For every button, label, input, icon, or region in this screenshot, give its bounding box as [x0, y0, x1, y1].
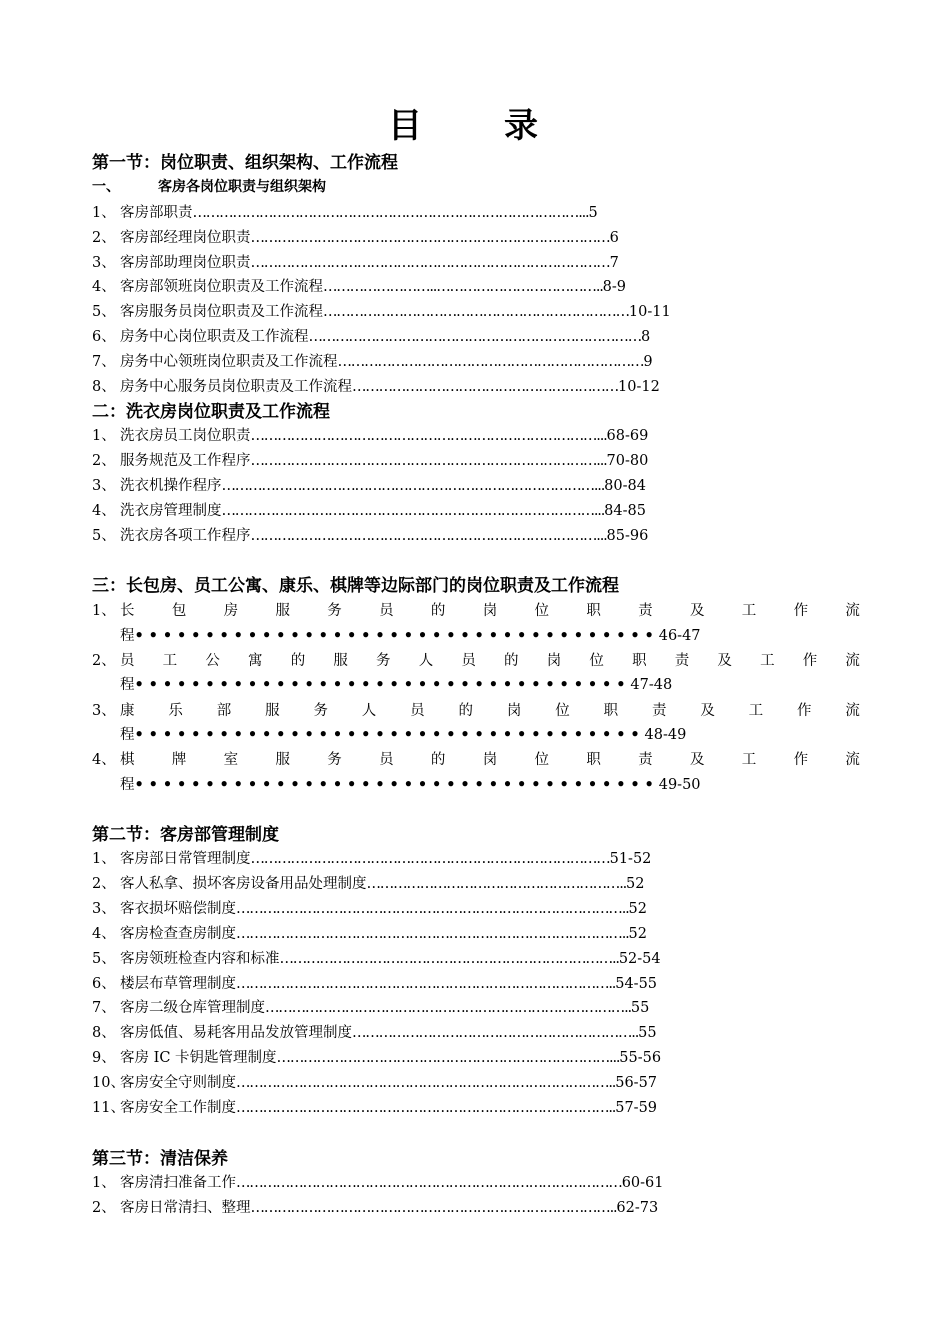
toc-entry-page: 52 — [628, 925, 647, 942]
toc-entry-title: 客房部职责 — [120, 205, 193, 221]
toc-entry-title-char: 棋 — [120, 752, 135, 769]
toc-entry-title-char: 人 — [361, 702, 377, 719]
section-heading-1-3: 三：长包房、员工公寓、康乐、棋牌等边际部门的岗位职责及工作流程 — [92, 576, 619, 596]
toc-entry-title-tail: 程 — [120, 776, 135, 793]
toc-entry-number: 7、 — [92, 1000, 116, 1017]
toc-entry-title-tail: 程 — [120, 627, 135, 644]
toc-entry-leader: …………………………………………………… — [352, 378, 619, 395]
toc-entry-title: 服务规范及工作程序 — [120, 452, 251, 469]
toc-entry-title: 楼层布草管理制度 — [120, 975, 236, 992]
toc-entry-number: 1、 — [92, 205, 116, 221]
toc-entry[interactable] — [92, 227, 619, 249]
toc-entry-title-char: 流 — [845, 652, 860, 669]
toc-entry-title-char: 务 — [327, 752, 342, 769]
toc-entry[interactable] — [92, 848, 651, 870]
toc-entry-leader: …………………………………………………………… — [337, 353, 644, 370]
toc-entry-page: 8-9 — [602, 279, 626, 296]
toc-entry-title-char: 职 — [632, 652, 647, 669]
toc-entry[interactable] — [92, 376, 660, 398]
toc-entry-leader: …………………………………………………………………………... — [221, 502, 605, 519]
toc-entry-title: 客衣损坏赔偿制度 — [120, 900, 236, 917]
toc-entry-title: 房务中心岗位职责及工作流程 — [120, 329, 309, 345]
toc-entry-title-char: 位 — [534, 603, 549, 619]
toc-entry-leader: ……………………………………………………………………….. — [265, 1000, 631, 1017]
toc-entry[interactable] — [92, 1097, 657, 1119]
toc-entry-number: 11、 — [92, 1100, 125, 1116]
toc-entry-page: 60-61 — [621, 1175, 664, 1191]
toc-entry-number: 1、 — [92, 603, 116, 619]
toc-entry-leader: …………………………………………………………………………... — [221, 477, 605, 494]
toc-entry[interactable] — [92, 1072, 657, 1094]
toc-entry-page: 52 — [626, 875, 645, 892]
toc-entry-title-char: 责 — [651, 702, 667, 719]
toc-entry-page: 62-73 — [616, 1200, 659, 1216]
toc-entry-title: 客房服务员岗位职责及工作流程 — [120, 304, 323, 321]
toc-entry-leader: ••••••••••••••••••••••••••••••••••• — [134, 676, 631, 694]
toc-entry-title-char: 工 — [741, 752, 757, 769]
toc-entry-number: 3、 — [92, 477, 116, 494]
toc-entry-leader: …………………………………………………………… — [323, 304, 629, 321]
toc-entry[interactable] — [92, 450, 648, 472]
toc-entry[interactable] — [92, 997, 649, 1019]
toc-entry-leader: ……………………………………………………………………… — [250, 254, 610, 271]
toc-entry-page: 55 — [638, 1025, 657, 1042]
toc-entry-title-char: 工 — [760, 652, 775, 669]
toc-entry-leader: ……………………………………………………………………………... — [192, 205, 589, 221]
toc-entry-page: 7 — [609, 254, 619, 271]
toc-entry[interactable] — [92, 425, 648, 447]
toc-entry-page: 46-47 — [658, 627, 701, 644]
toc-entry-number: 4、 — [92, 752, 116, 769]
toc-entry-title-char: 的 — [458, 702, 474, 719]
toc-entry-title-char: 流 — [845, 752, 860, 769]
toc-entry-leader: ……………………………………………………………………… — [250, 851, 610, 867]
toc-entry-page: 49-50 — [658, 776, 701, 793]
toc-entry-title — [120, 700, 860, 722]
toc-entry-page: 5 — [588, 205, 598, 221]
toc-entry-title: 房务中心服务员岗位职责及工作流程 — [120, 378, 352, 395]
toc-entry-number: 3、 — [92, 702, 116, 719]
toc-entry-leader: ………………………………………………………………………….. — [236, 1100, 616, 1116]
subsection-heading-1 — [92, 177, 326, 197]
toc-entry-title: 洗衣房各项工作程序 — [120, 527, 251, 544]
toc-entry-leader: ……………………………………………………………………... — [250, 428, 607, 444]
toc-entry-page: 54-55 — [615, 975, 658, 992]
toc-entry[interactable] — [92, 202, 598, 224]
toc-entry-title-char: 作 — [793, 603, 809, 619]
toc-entry-number: 7、 — [92, 353, 116, 370]
toc-entry-number: 1、 — [92, 428, 116, 444]
toc-entry[interactable] — [92, 973, 657, 995]
toc-entry-title: 客房部经理岗位职责 — [120, 229, 251, 246]
toc-entry-title: 客房安全守则制度 — [120, 1075, 236, 1092]
toc-entry-leader: ……………………………………………………………………... — [250, 452, 607, 469]
toc-entry-page: 8 — [641, 329, 651, 345]
toc-entry-title-char: 工 — [162, 652, 178, 669]
toc-entry-number: 2、 — [92, 1200, 116, 1216]
toc-entry-title-char: 员 — [461, 652, 476, 669]
toc-entry-number: 8、 — [92, 378, 116, 395]
toc-entry[interactable] — [92, 948, 661, 970]
toc-entry-title-char: 的 — [290, 652, 306, 669]
toc-entry[interactable] — [92, 1022, 657, 1044]
toc-entry-title-char: 作 — [797, 702, 812, 719]
toc-entry-leader: ••••••••••••••••••••••••••••••••••••• — [134, 775, 659, 793]
toc-entry-number: 2、 — [92, 452, 116, 469]
toc-entry[interactable] — [92, 301, 671, 323]
toc-entry-number: 4、 — [92, 925, 116, 942]
toc-entry-title-char: 及 — [700, 702, 715, 719]
toc-entry-title-char: 员 — [120, 652, 135, 669]
toc-entry-title-tail: 程 — [120, 677, 135, 694]
toc-entry-title-char: 员 — [379, 603, 394, 619]
toc-entry-page: 55-56 — [619, 1050, 662, 1067]
toc-entry-title: 客房领班检查内容和标准 — [120, 950, 280, 967]
toc-entry-title-char: 公 — [205, 652, 220, 669]
toc-entry-title: 客房部领班岗位职责及工作流程 — [120, 279, 323, 296]
toc-entry-title-char: 作 — [802, 652, 818, 669]
toc-entry[interactable] — [92, 475, 646, 497]
toc-entry-page: 56-57 — [615, 1075, 658, 1092]
toc-entry-number: 6、 — [92, 329, 116, 345]
toc-entry[interactable] — [92, 600, 860, 622]
toc-entry-title-char: 房 — [223, 603, 239, 619]
toc-entry-title-char: 室 — [223, 752, 239, 769]
toc-entry-page: 10-12 — [618, 378, 660, 395]
toc-entry[interactable] — [92, 1047, 661, 1069]
toc-entry-title-char: 寓 — [248, 652, 263, 669]
toc-entry-title-char: 务 — [327, 603, 342, 619]
toc-entry-title: 客房部日常管理制度 — [120, 851, 251, 867]
toc-entry-page: 55 — [630, 1000, 650, 1017]
section-heading-1: 第一节：岗位职责、组织架构、工作流程 — [92, 153, 398, 173]
toc-entry-title: 客房二级仓库管理制度 — [120, 1000, 265, 1017]
toc-entry[interactable] — [92, 326, 650, 348]
toc-entry-continuation[interactable] — [120, 724, 686, 746]
toc-entry-title: 客房检查查房制度 — [120, 925, 236, 942]
toc-entry-leader: ………………………………………………………………………….. — [236, 975, 616, 992]
toc-entry-title: 客房 IC 卡钥匙管理制度 — [120, 1050, 277, 1067]
toc-entry-number: 2、 — [92, 229, 116, 246]
toc-entry[interactable] — [92, 873, 644, 895]
toc-entry-title-char: 及 — [689, 603, 705, 619]
toc-entry-title-char: 岗 — [506, 702, 522, 719]
toc-entry-number: 3、 — [92, 254, 116, 271]
section-heading-2: 第二节：客房部管理制度 — [92, 825, 279, 845]
toc-entry-leader: ……………………………………………………………………... — [250, 527, 607, 544]
toc-entry-number: 2、 — [92, 652, 116, 669]
toc-entry-number: 5、 — [92, 527, 116, 544]
toc-entry-number: 9、 — [92, 1050, 116, 1067]
toc-entry-leader: ……………………………………………………….. — [352, 1025, 639, 1042]
toc-entry-number: 8、 — [92, 1025, 116, 1042]
toc-entry-title-char: 牌 — [171, 752, 187, 769]
toc-entry-number: 5、 — [92, 950, 116, 967]
toc-entry[interactable] — [92, 500, 646, 522]
toc-entry-title-char: 作 — [793, 752, 809, 769]
toc-entry-title: 客房部助理岗位职责 — [120, 254, 251, 271]
toc-entry-title-char: 责 — [674, 652, 690, 669]
page-title: 目 录 — [388, 106, 562, 146]
toc-entry-title — [120, 749, 860, 771]
toc-entry-number: 1、 — [92, 1175, 116, 1191]
section-heading-3: 第三节：清洁保养 — [92, 1149, 228, 1169]
toc-entry-leader: •••••••••••••••••••••••••••••••••••• — [134, 726, 645, 744]
toc-entry-title-char: 人 — [418, 652, 434, 669]
toc-entry-title-char: 服 — [275, 603, 290, 619]
toc-entry-number: 6、 — [92, 975, 116, 992]
toc-entry-leader: …………………………………………………………………………….. — [236, 900, 629, 917]
toc-entry-title-char: 服 — [275, 752, 290, 769]
section-heading-1-2: 二：洗衣房岗位职责及工作流程 — [92, 402, 330, 422]
toc-entry-page: 68-69 — [606, 428, 649, 444]
toc-entry-leader: …………………………………………………………………... — [276, 1050, 620, 1067]
toc-entry-leader: ………………………………………………………………………….. — [236, 1075, 616, 1092]
toc-entry-page: 80-84 — [604, 477, 646, 494]
toc-entry-title-char: 责 — [638, 752, 653, 769]
toc-entry-leader: ………………………………………………………………… — [308, 329, 642, 345]
toc-entry-title-char: 务 — [376, 652, 391, 669]
toc-entry-page: 84-85 — [604, 502, 646, 519]
toc-entry[interactable] — [92, 1172, 664, 1194]
toc-entry-title-char: 包 — [171, 603, 187, 619]
toc-entry-title-char: 部 — [216, 702, 232, 719]
toc-entry[interactable] — [92, 700, 860, 722]
toc-entry-title-char: 及 — [717, 652, 732, 669]
toc-entry-title-char: 的 — [430, 752, 446, 769]
toc-entry-page: 47-48 — [630, 677, 673, 694]
toc-entry-continuation[interactable] — [120, 674, 672, 696]
toc-entry-title-char: 务 — [313, 702, 328, 719]
toc-entry-leader: ……………………………………………………………………… — [250, 229, 610, 246]
toc-entry-title-char: 工 — [748, 702, 764, 719]
toc-entry[interactable] — [92, 276, 626, 298]
toc-entry-title-char: 工 — [741, 603, 757, 619]
subsection-label: 客房各岗位职责与组织架构 — [158, 179, 326, 195]
toc-entry-title: 洗衣房管理制度 — [120, 502, 222, 519]
toc-entry-leader: ……………………………………………………………………….. — [250, 1200, 617, 1216]
toc-entry[interactable] — [92, 923, 647, 945]
toc-entry-title: 客房低值、易耗客用品发放管理制度 — [120, 1025, 352, 1042]
toc-entry-title-char: 位 — [555, 702, 570, 719]
toc-entry-title-char: 服 — [265, 702, 280, 719]
toc-entry-continuation[interactable] — [120, 625, 701, 647]
toc-entry-title-char: 及 — [689, 752, 705, 769]
toc-entry-title-tail: 程 — [120, 727, 135, 744]
toc-entry[interactable] — [92, 1197, 658, 1219]
toc-entry-leader: ••••••••••••••••••••••••••••••••••••• — [134, 626, 659, 644]
toc-entry-page: 6 — [609, 229, 619, 246]
toc-entry-page: 10-11 — [628, 304, 671, 321]
toc-entry-continuation[interactable] — [120, 774, 701, 796]
toc-entry-title-char: 职 — [586, 752, 601, 769]
toc-entry[interactable] — [92, 351, 653, 373]
toc-entry-title-char: 流 — [845, 702, 860, 719]
toc-entry-page: 70-80 — [606, 452, 649, 469]
toc-entry-title-char: 员 — [410, 702, 425, 719]
toc-entry[interactable] — [92, 252, 619, 274]
toc-entry-page: 52 — [628, 900, 647, 917]
toc-entry-title: 客房日常清扫、整理 — [120, 1200, 251, 1216]
toc-entry-number: 1、 — [92, 851, 116, 867]
toc-entry-title: 客人私拿、损坏客房设备用品处理制度 — [120, 875, 367, 892]
toc-entry-title-char: 康 — [120, 702, 135, 719]
toc-entry-title-char: 职 — [586, 603, 601, 619]
toc-entry-title: 客房安全工作制度 — [120, 1100, 236, 1116]
toc-entry-title-char: 位 — [589, 652, 604, 669]
toc-entry-title-char: 责 — [638, 603, 653, 619]
toc-entry-number: 10、 — [92, 1075, 125, 1092]
toc-entry-title-char: 乐 — [168, 702, 183, 719]
toc-entry-page: 85-96 — [606, 527, 649, 544]
toc-entry-title — [120, 650, 860, 672]
toc-entry-title: 客房清扫准备工作 — [120, 1175, 236, 1191]
toc-entry-page: 52-54 — [618, 950, 661, 967]
toc-entry-leader: …………………………………………………………………………….. — [236, 925, 629, 942]
toc-entry-title-char: 的 — [504, 652, 519, 669]
toc-entry-page: 51-52 — [609, 851, 652, 867]
toc-entry[interactable] — [92, 650, 860, 672]
toc-entry-number: 5、 — [92, 304, 116, 321]
toc-entry-leader: ……………………..……………………………….. — [323, 279, 603, 296]
toc-entry-title-char: 岗 — [546, 652, 562, 669]
toc-entry[interactable] — [92, 525, 648, 547]
toc-entry-number: 4、 — [92, 279, 116, 296]
toc-entry-title-char: 的 — [430, 603, 446, 619]
toc-entry[interactable] — [92, 749, 860, 771]
toc-entry-title: 洗衣房员工岗位职责 — [120, 428, 251, 444]
toc-entry-title-char: 服 — [333, 652, 348, 669]
toc-entry-title — [120, 600, 860, 622]
toc-entry-title-char: 岗 — [482, 603, 498, 619]
toc-entry-title: 房务中心领班岗位职责及工作流程 — [120, 353, 338, 370]
subsection-number: 一、 — [92, 179, 120, 195]
toc-entry-title-char: 职 — [603, 702, 619, 719]
toc-entry-title-char: 长 — [120, 603, 135, 619]
toc-entry-page: 57-59 — [615, 1100, 658, 1116]
toc-entry-page: 48-49 — [644, 727, 687, 744]
toc-entry-number: 4、 — [92, 502, 116, 519]
toc-entry-page: 9 — [643, 353, 653, 370]
toc-entry-title-char: 流 — [845, 603, 860, 619]
toc-entry-title-char: 位 — [534, 752, 549, 769]
toc-entry-number: 3、 — [92, 900, 116, 917]
toc-entry-title-char: 员 — [379, 752, 394, 769]
toc-entry-title-char: 岗 — [482, 752, 498, 769]
toc-entry-number: 2、 — [92, 875, 116, 892]
toc-entry[interactable] — [92, 898, 647, 920]
toc-entry-title: 洗衣机操作程序 — [120, 477, 222, 494]
toc-entry-leader: ………………………………………………………………….. — [279, 950, 619, 967]
toc-entry-leader: …………………………………………………………………………… — [236, 1175, 622, 1191]
toc-entry-leader: ………………………………………………….. — [366, 875, 627, 892]
